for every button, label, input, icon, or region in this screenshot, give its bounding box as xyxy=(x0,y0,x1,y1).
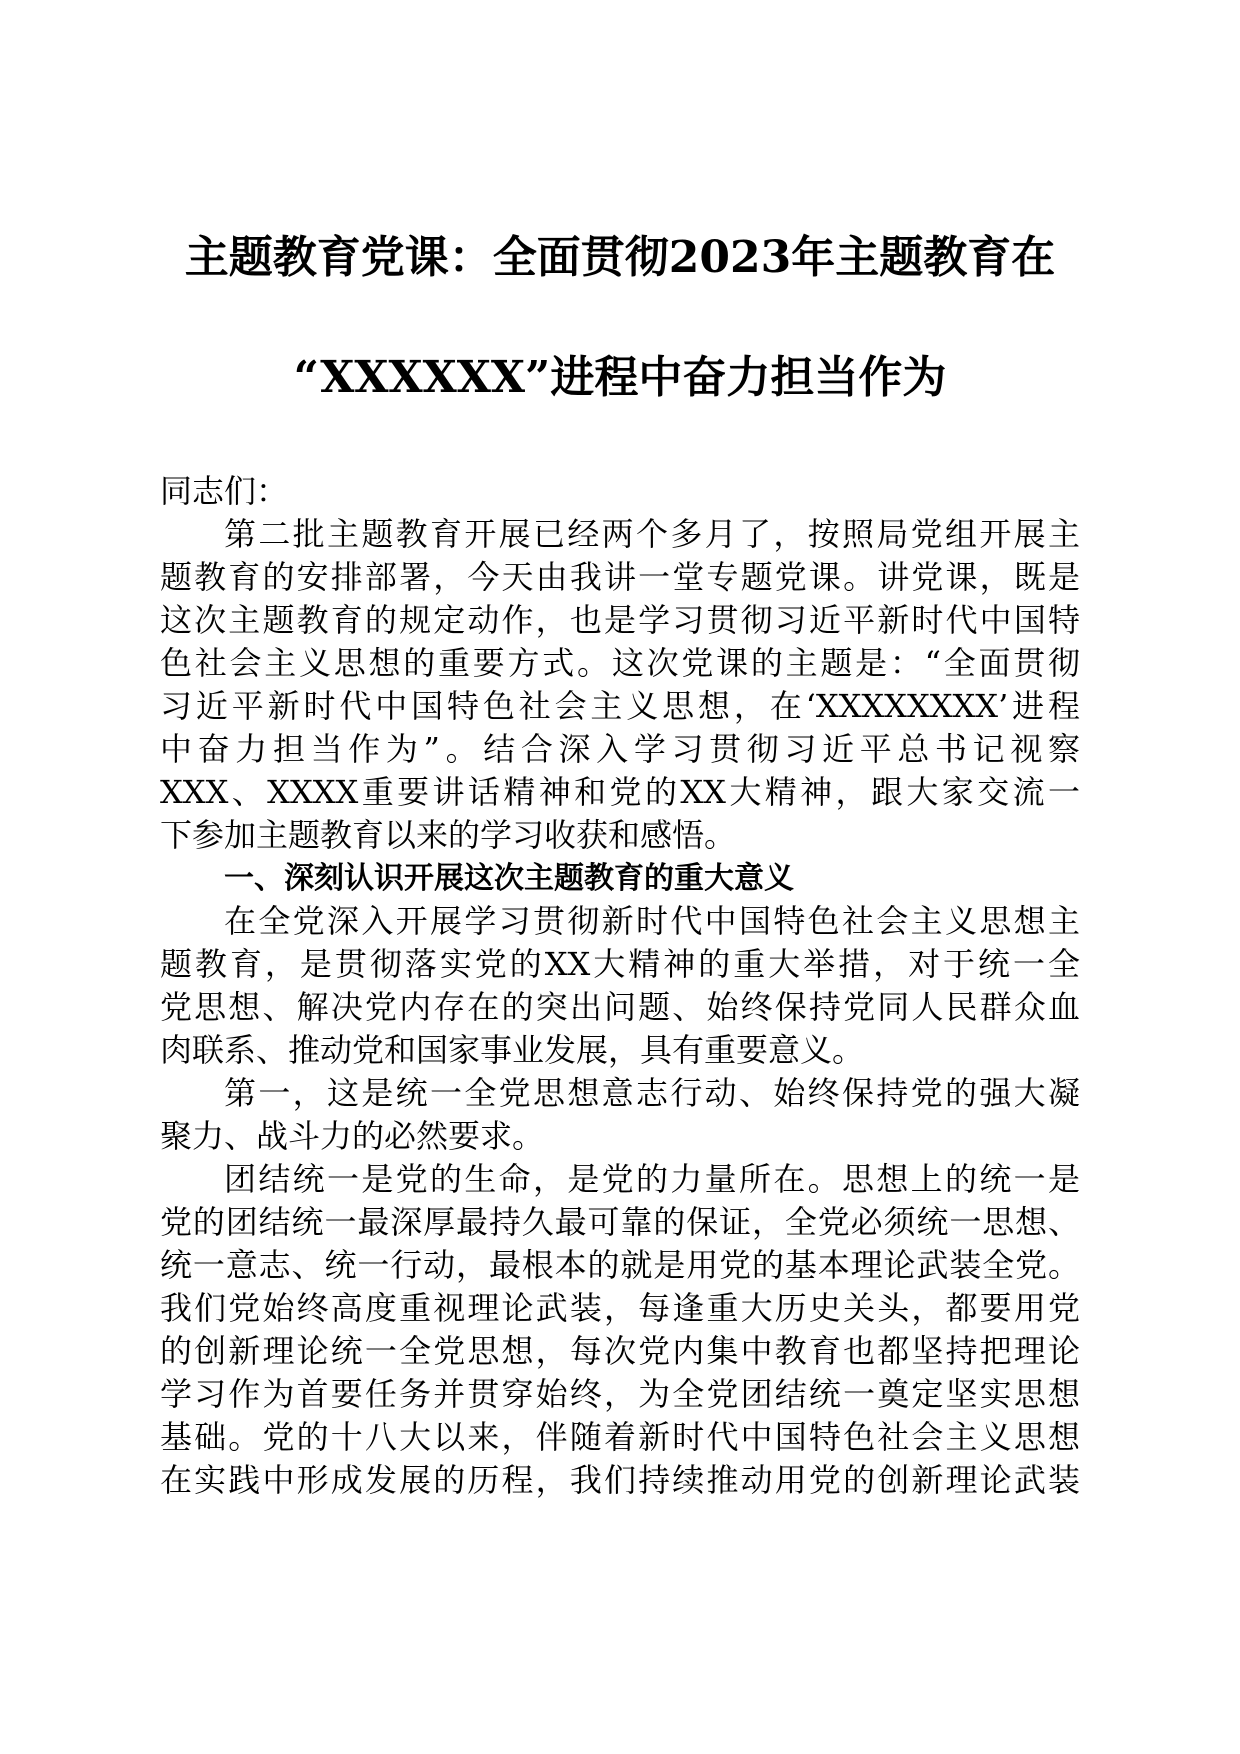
paragraph-line: 这次主题教育的规定动作，也是学习贯彻习近平新时代中国特 xyxy=(160,601,1080,639)
paragraph-line: 在实践中形成发展的历程，我们持续推动用党的创新理论武装 xyxy=(160,1461,1080,1499)
salutation: 同志们： xyxy=(160,472,289,510)
paragraph-line: 中奋力担当作为”。结合深入学习贯彻习近平总书记视察 xyxy=(160,730,1080,768)
paragraph-line: 党思想、解决党内存在的突出问题、始终保持党同人民群众血 xyxy=(160,988,1080,1026)
paragraph-line: 下参加主题教育以来的学习收获和感悟。 xyxy=(160,816,737,854)
section-heading: 一、深刻认识开展这次主题教育的重大意义 xyxy=(224,861,794,896)
paragraph-line: 学习作为首要任务并贯穿始终，为全党团结统一奠定坚实思想 xyxy=(160,1375,1080,1413)
paragraph-line: 聚力、战斗力的必然要求。 xyxy=(160,1117,545,1155)
paragraph-line: 肉联系、推动党和国家事业发展，具有重要意义。 xyxy=(160,1031,865,1069)
paragraph-line: 团结统一是党的生命，是党的力量所在。思想上的统一是 xyxy=(224,1160,1080,1198)
document-title-line-2: “XXXXXX”进程中奋力担当作为 xyxy=(293,352,947,403)
paragraph-line: 的创新理论统一全党思想，每次党内集中教育也都坚持把理论 xyxy=(160,1332,1080,1370)
paragraph-line: 第二批主题教育开展已经两个多月了，按照局党组开展主 xyxy=(224,515,1080,553)
paragraph-line: 习近平新时代中国特色社会主义思想，在‘XXXXXXXX’进程 xyxy=(160,687,1080,725)
paragraph-line: 统一意志、统一行动，最根本的就是用党的基本理论武装全党。 xyxy=(160,1246,1080,1284)
paragraph-line: 色社会主义思想的重要方式。这次党课的主题是：“全面贯彻 xyxy=(160,644,1080,682)
document-body xyxy=(160,470,1080,1502)
paragraph-line: 在全党深入开展学习贯彻新时代中国特色社会主义思想主 xyxy=(224,902,1080,940)
paragraph-line: XXX、XXXX重要讲话精神和党的XX大精神，跟大家交流一 xyxy=(160,773,1080,811)
paragraph-line: 我们党始终高度重视理论武装，每逢重大历史关头，都要用党 xyxy=(160,1289,1080,1327)
paragraph-line: 题教育的安排部署，今天由我讲一堂专题党课。讲党课，既是 xyxy=(160,558,1080,596)
paragraph-line: 题教育，是贯彻落实党的XX大精神的重大举措，对于统一全 xyxy=(160,945,1080,983)
paragraph-line: 基础。党的十八大以来，伴随着新时代中国特色社会主义思想 xyxy=(160,1418,1080,1456)
paragraph-line: 党的团结统一最深厚最持久最可靠的保证，全党必须统一思想、 xyxy=(160,1203,1080,1241)
document-title-line-1: 主题教育党课：全面贯彻2023年主题教育在 xyxy=(184,232,1056,283)
paragraph-line: 第一，这是统一全党思想意志行动、始终保持党的强大凝 xyxy=(224,1074,1080,1112)
